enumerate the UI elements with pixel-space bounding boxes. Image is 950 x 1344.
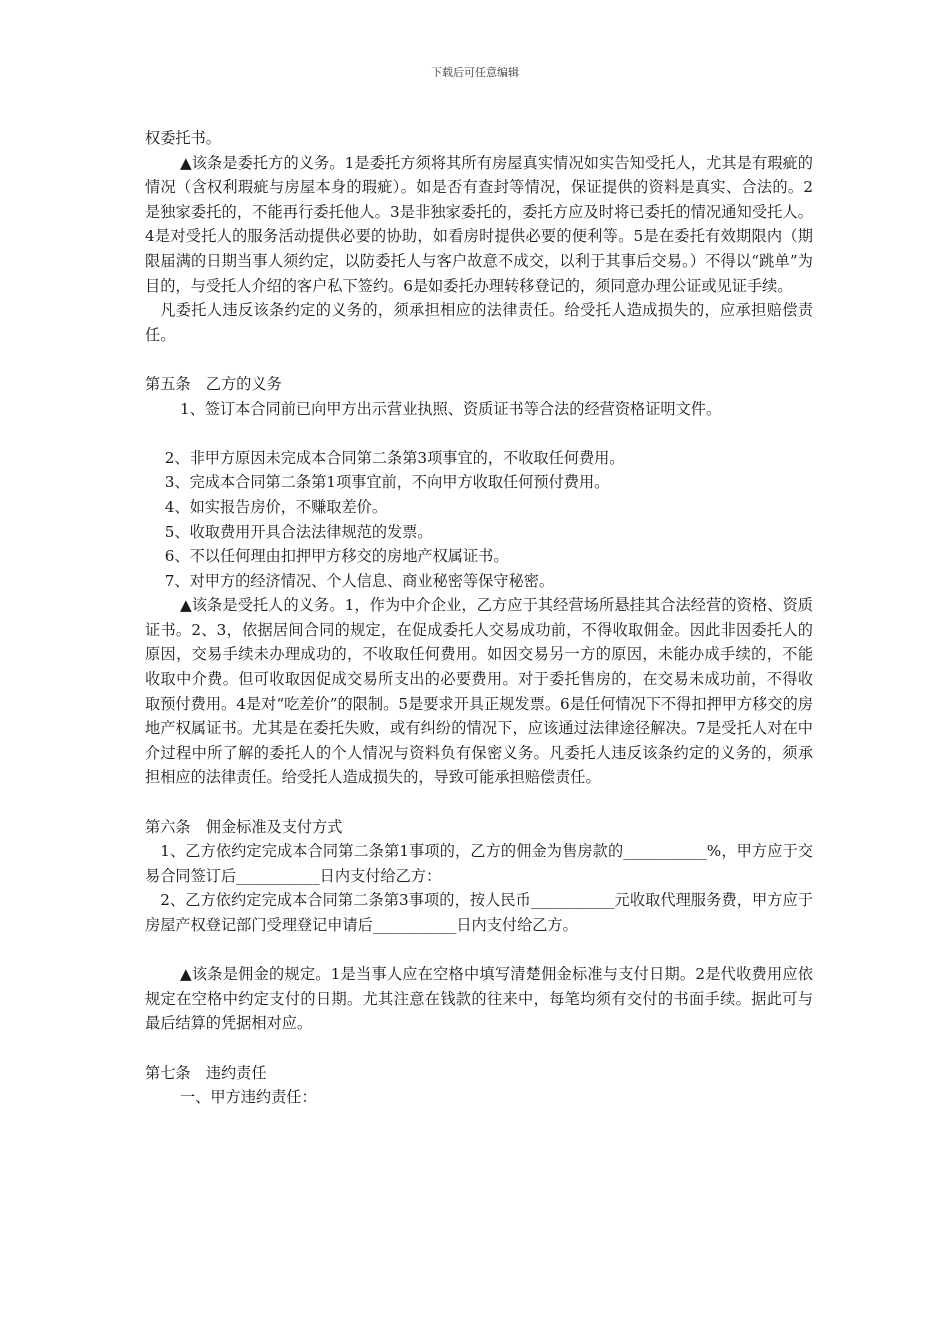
note-paragraph: ▲该条是委托方的义务。1是委托方须将其所有房屋真实情况如实告知受托人，尤其是有瑕疵的情况（含权利瑕疵与房屋本身的瑕疵）。如是否有查封等情况，保证提供的资料是真实、合法的。2是独家委托的，不能再行委托他人。3是非独家委托的，委托方应及时将已委托的情况通知受托人。4是对受托人的服务活动提供必要的协助，如看房时提供必要的便利等。5是在委托有效期限内（期限届满的日期当事人须约定，以防委托人与客户故意不成交，以利于其事后交易。）不得以“跳单”为目的，与受托人介绍的客户私下签约。6是如委托办理转移登记的，须同意办理公证或见证手续。 [145,153,813,295]
list-item: 1、签订本合同前已向甲方出示营业执照、资质证书等合法的经营资格证明文件。 [179,399,722,418]
note-paragraph: ▲该条是受托人的义务。1，作为中介企业，乙方应于其经营场所悬挂其合法经营的资格、资质证书。2、3，依据居间合同的规定，在促成委托人交易成功前，不得收取佣金。因此非因委托人的原因，交易手续未办理成功的，不收取任何费用。如因交易另一方的原因，未能办成手续的，不能收取中介费。但可收取因促成交易所支出的必要费用。对于委托售房的，在交易未成功前，不得收取预付费用。4是对“吃差价”的限制。5是要求开具正规发票。6是任何情况下不得扣押甲方移交的房地产权属证书。尤其是在委托失败，或有纠纷的情况下，应该通过法律途径解决。7是受托人对在中介过程中所了解的委托人的个人情况与资料负有保密义务。凡委托人违反该条约定的义务的，须承担相应的法律责任。给受托人造成损失的，导致可能承担赔偿责任。 [145,596,813,787]
list-item: 7、对甲方的经济情况、个人信息、商业秘密等保守秘密。 [164,571,555,590]
document-body [145,126,813,1110]
spacer [145,790,813,815]
list-item: 3、完成本合同第二条第1项事宜前，不向甲方收取任何预付费用。 [164,473,610,492]
note-paragraph: ▲该条是佣金的规定。1是当事人应在空格中填写清楚佣金标准与支付日期。2是代收费用应依规定在空格中约定支付的日期。尤其注意在钱款的往来中，每笔均须有交付的书面手续。据此可与最后结算的凭据相对应。 [145,965,813,1033]
spacer [145,1036,813,1061]
spacer [145,421,813,446]
paragraph: 凡委托人违反该条约定的义务的，须承担相应的法律责任。给受托人造成损失的，应承担赔偿责任。 [145,301,813,344]
list-item: 5、收取费用开具合法法律规范的发票。 [164,522,433,541]
list-item: 一、甲方违约责任： [179,1088,317,1107]
page-header: 下载后可任意编辑 [431,66,519,79]
list-item: 2、非甲方原因未完成本合同第二条第3项事宜的，不收取任何费用。 [164,448,625,467]
list-item: 4、如实报告房价，不赚取差价。 [164,497,388,516]
list-item: 6、不以任何理由扣押甲方移交的房地产权属证书。 [164,547,509,566]
spacer [145,347,813,372]
section-heading-7: 第七条 违约责任 [145,1063,267,1082]
list-item: 2、乙方依约定完成本合同第二条第3事项的，按人民币___________元收取代理服务费，甲方应于房屋产权登记部门受理登记申请后___________日内支付给乙方。 [145,891,813,934]
paragraph: 权委托书。 [145,129,221,147]
section-heading-6: 第六条 佣金标准及支付方式 [145,817,343,836]
list-item: 1、乙方依约定完成本合同第二条第1事项的，乙方的佣金为售房款的___________%，甲方应于交易合同签订后___________日内支付给乙方： [145,842,813,885]
section-heading-5: 第五条 乙方的义务 [145,374,282,393]
spacer [145,938,813,963]
